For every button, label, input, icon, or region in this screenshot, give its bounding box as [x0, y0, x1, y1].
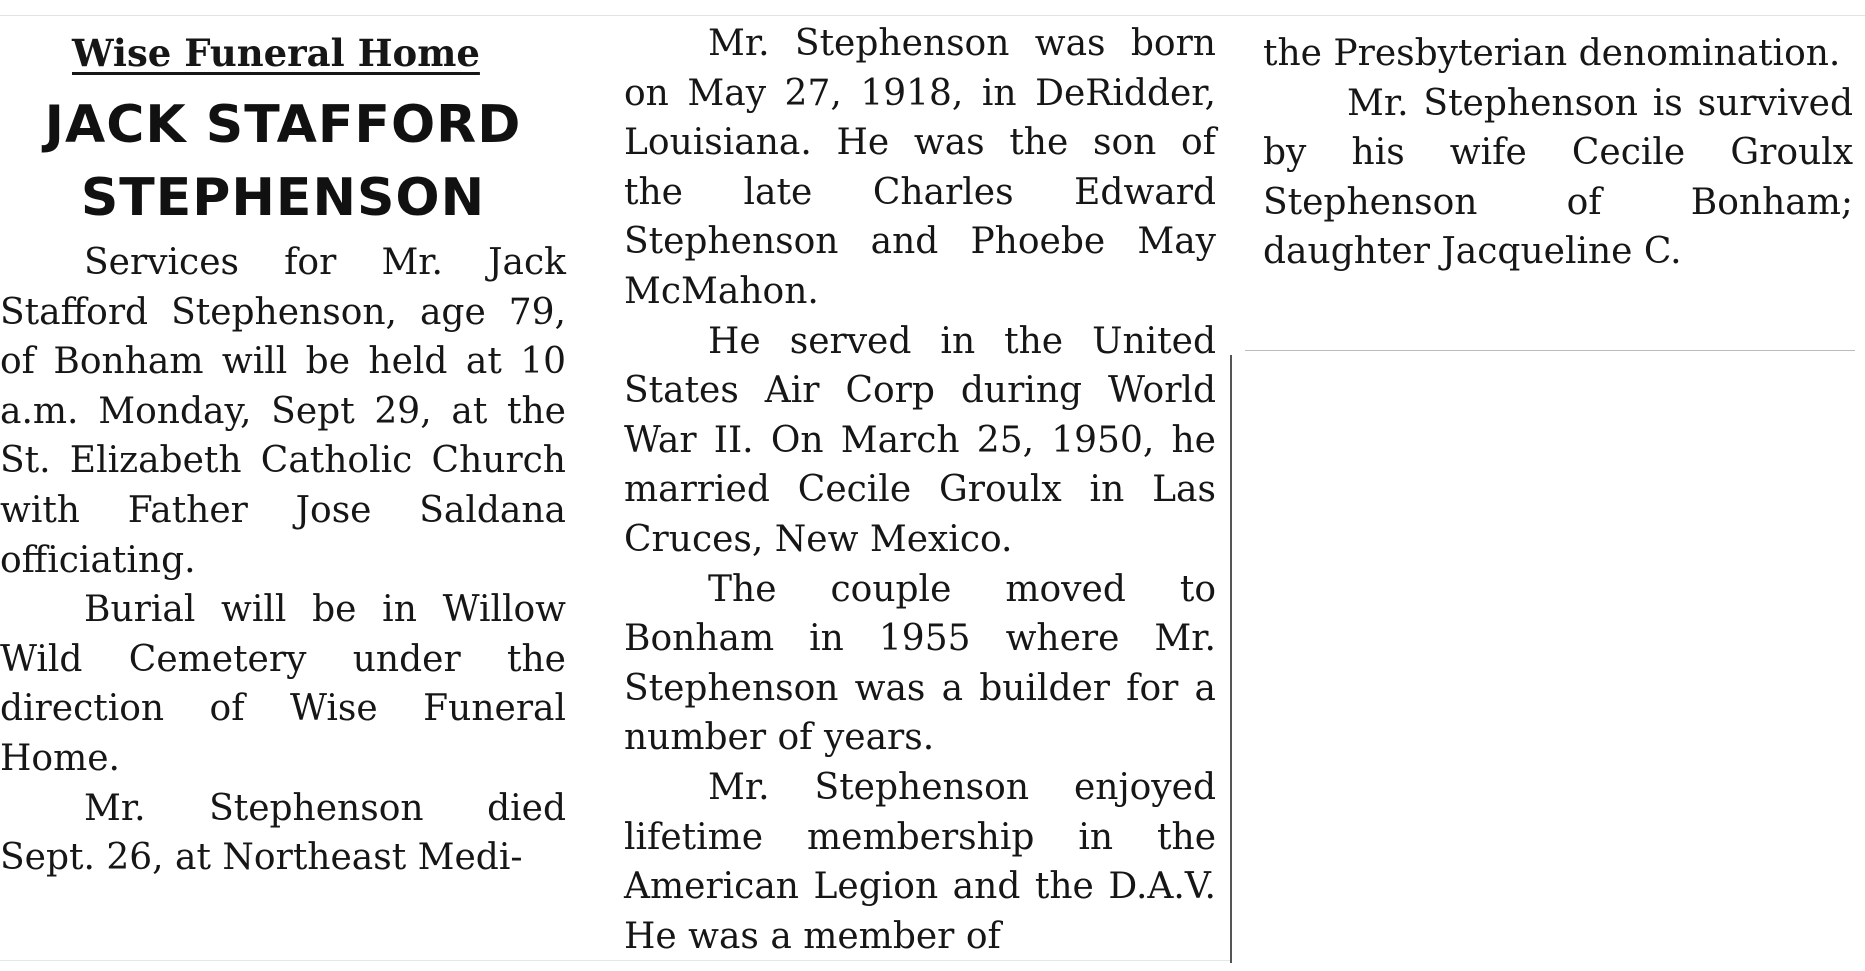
top-edge-rule: [0, 15, 1865, 16]
membership-paragraph: Mr. Stephenson enjoyed lifetime membership in the American Legion and the D.A.V. He was a member of: [624, 766, 1216, 957]
death-paragraph: Mr. Stephenson died Sept. 26, at Northeast Medi-: [0, 787, 566, 879]
deceased-name-line-1: JACK STAFFORD: [44, 95, 522, 155]
bonham-paragraph: The couple moved to Bonham in 1955 where Mr. Stephenson was a builder for a number of years.: [624, 568, 1216, 759]
survivors-paragraph: Mr. Stephenson is survived by his wife Cecile Groulx Stephenson of Bonham; daughter Jacqueline C.: [1263, 82, 1853, 273]
deceased-name-line-2: STEPHENSON: [80, 168, 486, 228]
military-paragraph: He served in the United States Air Corp during World War II. On March 25, 1950, he married Cecile Groulx in Las Cruces, New Mexico.: [624, 320, 1216, 560]
bottom-edge-rule: [0, 960, 1230, 961]
birth-paragraph: Mr. Stephenson was born on May 27, 1918, in DeRidder, Louisiana. He was the son of the late Charles Edward Stephenson and Phoebe May McMahon.: [624, 23, 1216, 312]
funeral-home-heading: Wise Funeral Home: [72, 31, 480, 75]
article-column-2: [624, 19, 1216, 961]
burial-paragraph: Burial will be in Willow Wild Cemetery under the direction of Wise Funeral Home.: [0, 589, 566, 779]
denomination-paragraph: the Presbyterian denomination.: [1263, 33, 1841, 74]
article-column-3: [1263, 29, 1853, 277]
services-paragraph: Services for Mr. Jack Stafford Stephenson, age 79, of Bonham will be held at 10 a.m. Monday, Sept 29, at the St. Elizabeth Catholic Church with Father Jose Saldana officiating.: [0, 242, 566, 581]
column-divider-rule: [1230, 355, 1232, 963]
article-column-1: [0, 238, 566, 883]
clipping-edge-rule: [1245, 350, 1855, 351]
